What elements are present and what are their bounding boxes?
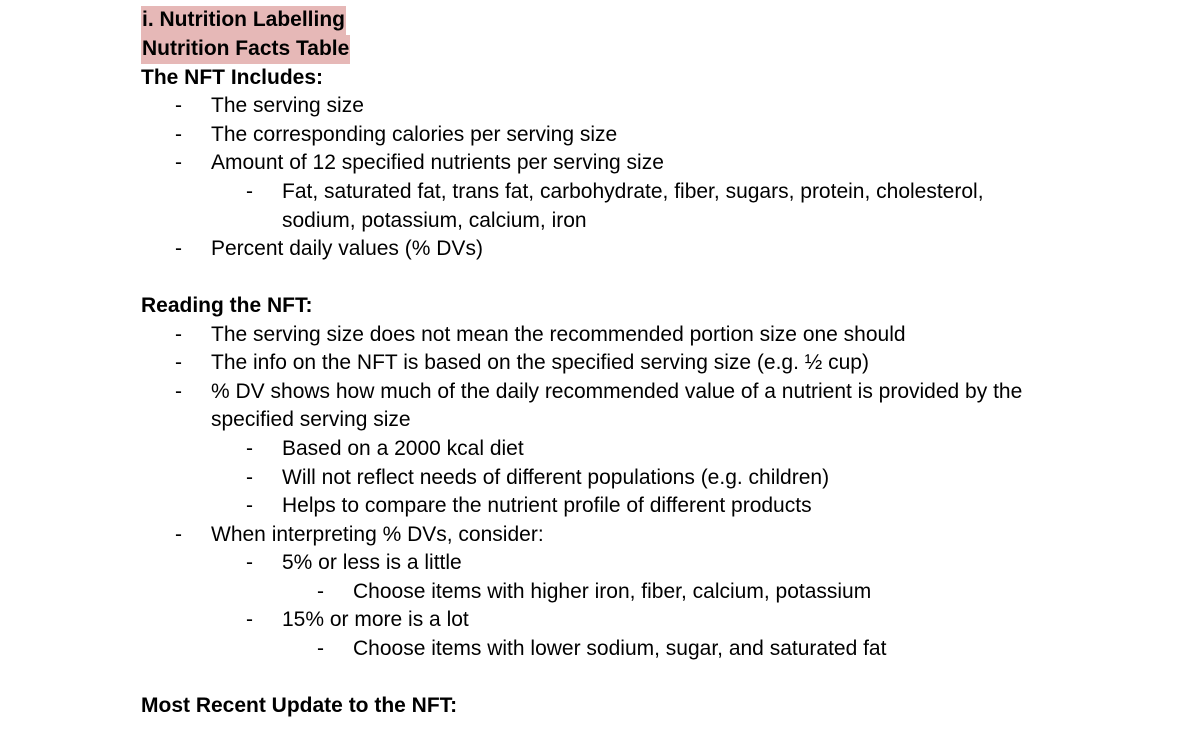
list-item-text: % DV shows how much of the daily recommended value of a nutrient is provided by the	[211, 380, 1023, 403]
bullet-dash: -	[175, 380, 182, 403]
bullet-dash: -	[246, 466, 253, 489]
list-item-text: 5% or less is a little	[282, 551, 462, 574]
list-item-text: 15% or more is a lot	[282, 608, 469, 631]
bullet-dash: -	[246, 608, 253, 631]
bullet-dash: -	[317, 637, 324, 660]
list-item-text: Based on a 2000 kcal diet	[282, 437, 524, 460]
list-item-text: Helps to compare the nutrient profile of different products	[282, 494, 812, 517]
list-item-text: Amount of 12 specified nutrients per serving size	[211, 151, 664, 174]
bullet-dash: -	[246, 551, 253, 574]
bullet-dash: -	[175, 351, 182, 374]
bullet-dash: -	[246, 437, 253, 460]
bullet-dash: -	[175, 523, 182, 546]
list-item-text: The serving size	[211, 94, 364, 117]
bullet-dash: -	[175, 123, 182, 146]
list-item-text: Choose items with higher iron, fiber, calcium, potassium	[353, 580, 872, 603]
update-heading: Most Recent Update to the NFT:	[141, 694, 458, 717]
list-item-text: Choose items with lower sodium, sugar, and saturated fat	[353, 637, 887, 660]
list-item-text: Percent daily values (% DVs)	[211, 237, 483, 260]
bullet-dash: -	[317, 580, 324, 603]
list-item-text: The info on the NFT is based on the specified serving size (e.g. ½ cup)	[211, 351, 869, 374]
list-item-text: When interpreting % DVs, consider:	[211, 523, 544, 546]
includes-heading: The NFT Includes:	[141, 66, 324, 89]
bullet-dash: -	[175, 94, 182, 117]
section-title: i. Nutrition Labelling	[141, 6, 346, 35]
list-item-text: The serving size does not mean the recommended portion size one should	[211, 323, 906, 346]
reading-heading: Reading the NFT:	[141, 294, 313, 317]
list-item-text: Will not reflect needs of different populations (e.g. children)	[282, 466, 830, 489]
subsection-title: Nutrition Facts Table	[141, 35, 350, 64]
list-item-text: sodium, potassium, calcium, iron	[282, 209, 587, 232]
bullet-dash: -	[246, 494, 253, 517]
bullet-dash: -	[246, 180, 253, 203]
bullet-dash: -	[175, 237, 182, 260]
list-item-text: Fat, saturated fat, trans fat, carbohydrate, fiber, sugars, protein, cholesterol,	[282, 180, 984, 203]
bullet-dash: -	[175, 323, 182, 346]
list-item-text: specified serving size	[211, 408, 411, 431]
list-item-text: The corresponding calories per serving size	[211, 123, 618, 146]
bullet-dash: -	[175, 151, 182, 174]
